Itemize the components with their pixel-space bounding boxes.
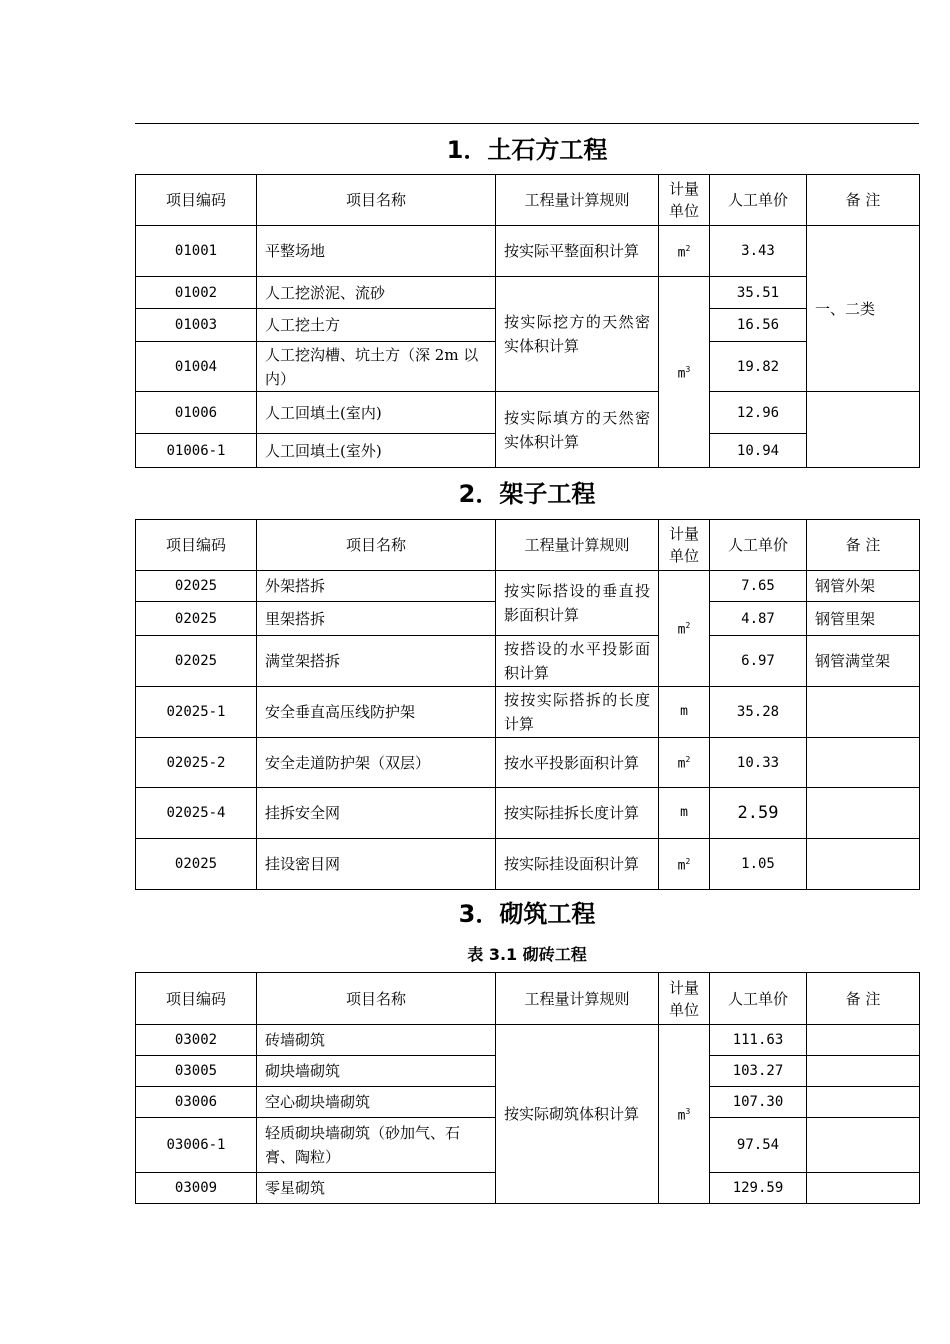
header-code: 项目编码 bbox=[136, 520, 257, 571]
note-cell bbox=[807, 839, 920, 890]
item-name: 零星砌筑 bbox=[257, 1173, 496, 1204]
table-row bbox=[136, 839, 920, 890]
item-code: 02025-1 bbox=[136, 687, 257, 738]
header-rule: 工程量计算规则 bbox=[496, 973, 659, 1025]
item-name: 里架搭拆 bbox=[257, 602, 496, 636]
calc-rule: 按实际填方的天然密实体积计算 bbox=[496, 392, 659, 468]
header-note: 备 注 bbox=[807, 973, 920, 1025]
labor-price: 1.05 bbox=[710, 839, 807, 890]
calc-rule: 按实际挖方的天然密实体积计算 bbox=[496, 277, 659, 392]
table-header-row bbox=[136, 973, 920, 1025]
item-name: 人工挖沟槽、坑土方（深 2m 以内） bbox=[257, 342, 496, 392]
section-title: 2．架子工程 bbox=[458, 480, 596, 508]
item-code: 01001 bbox=[136, 226, 257, 277]
header-name: 项目名称 bbox=[257, 973, 496, 1025]
item-code: 02025 bbox=[136, 571, 257, 602]
calc-rule: 按实际平整面积计算 bbox=[496, 226, 659, 277]
item-code: 01003 bbox=[136, 309, 257, 342]
note-cell: 钢管外架 bbox=[807, 571, 920, 602]
item-code: 01004 bbox=[136, 342, 257, 392]
header-name: 项目名称 bbox=[257, 175, 496, 226]
item-code: 02025 bbox=[136, 839, 257, 890]
item-code: 02025-2 bbox=[136, 738, 257, 788]
labor-price: 19.82 bbox=[710, 342, 807, 392]
table-row bbox=[136, 226, 920, 277]
header-price: 人工单价 bbox=[710, 175, 807, 226]
note-cell bbox=[807, 1118, 920, 1173]
item-name: 安全垂直高压线防护架 bbox=[257, 687, 496, 738]
labor-price: 35.28 bbox=[710, 687, 807, 738]
header-name: 项目名称 bbox=[257, 520, 496, 571]
header-unit: 计量 单位 bbox=[659, 175, 710, 226]
item-name: 人工挖土方 bbox=[257, 309, 496, 342]
table-caption: 表 3.1 砌砖工程 bbox=[467, 945, 587, 964]
header-note: 备 注 bbox=[807, 175, 920, 226]
item-code: 03006 bbox=[136, 1087, 257, 1118]
item-name: 外架搭拆 bbox=[257, 571, 496, 602]
table-row bbox=[136, 738, 920, 788]
labor-price: 16.56 bbox=[710, 309, 807, 342]
labor-price: 97.54 bbox=[710, 1118, 807, 1173]
item-code: 02025 bbox=[136, 636, 257, 687]
calc-rule: 按按实际搭拆的长度计算 bbox=[496, 687, 659, 738]
unit-m3: $m^3$ bbox=[659, 277, 710, 468]
labor-price: 10.33 bbox=[710, 738, 807, 788]
item-name: 砌块墙砌筑 bbox=[257, 1056, 496, 1087]
item-code: 03006-1 bbox=[136, 1118, 257, 1173]
item-name: 人工挖淤泥、流砂 bbox=[257, 277, 496, 309]
unit-m: m bbox=[659, 687, 710, 738]
labor-price: 35.51 bbox=[710, 277, 807, 309]
header-price: 人工单价 bbox=[710, 520, 807, 571]
header-unit: 计量 单位 bbox=[659, 520, 710, 571]
item-name: 平整场地 bbox=[257, 226, 496, 277]
masonry-table bbox=[135, 972, 920, 1204]
item-name: 满堂架搭拆 bbox=[257, 636, 496, 687]
item-name: 人工回填土(室内) bbox=[257, 392, 496, 434]
note-cell: 一、二类 bbox=[807, 226, 920, 392]
calc-rule: 按实际搭设的垂直投影面积计算 bbox=[496, 571, 659, 636]
table-header-row bbox=[136, 175, 920, 226]
header-note: 备 注 bbox=[807, 520, 920, 571]
table-row bbox=[136, 1025, 920, 1056]
item-code: 01002 bbox=[136, 277, 257, 309]
unit-m3: $m^3$ bbox=[659, 1025, 710, 1204]
note-cell bbox=[807, 738, 920, 788]
item-code: 01006-1 bbox=[136, 434, 257, 468]
labor-price: 12.96 bbox=[710, 392, 807, 434]
note-cell bbox=[807, 788, 920, 839]
header-unit: 计量 单位 bbox=[659, 973, 710, 1025]
note-cell bbox=[807, 1025, 920, 1056]
item-name: 空心砌块墙砌筑 bbox=[257, 1087, 496, 1118]
unit-m2: $m^2$ bbox=[659, 571, 710, 687]
labor-price: 2.59 bbox=[710, 788, 807, 839]
labor-price: 6.97 bbox=[710, 636, 807, 687]
note-cell bbox=[807, 1173, 920, 1204]
unit-m: m bbox=[659, 788, 710, 839]
section-title: 3．砌筑工程 bbox=[458, 900, 596, 928]
calc-rule: 按实际挂设面积计算 bbox=[496, 839, 659, 890]
table-row bbox=[136, 636, 920, 687]
labor-price: 111.63 bbox=[710, 1025, 807, 1056]
calc-rule: 按水平投影面积计算 bbox=[496, 738, 659, 788]
labor-price: 107.30 bbox=[710, 1087, 807, 1118]
table-row bbox=[136, 687, 920, 738]
note-cell bbox=[807, 1056, 920, 1087]
labor-price: 3.43 bbox=[710, 226, 807, 277]
labor-price: 7.65 bbox=[710, 571, 807, 602]
labor-price: 103.27 bbox=[710, 1056, 807, 1087]
scaffold-table bbox=[135, 519, 920, 890]
earthwork-table bbox=[135, 174, 920, 468]
note-cell: 钢管满堂架 bbox=[807, 636, 920, 687]
calc-rule: 按实际挂拆长度计算 bbox=[496, 788, 659, 839]
item-code: 02025-4 bbox=[136, 788, 257, 839]
calc-rule: 按实际砌筑体积计算 bbox=[496, 1025, 659, 1204]
labor-price: 10.94 bbox=[710, 434, 807, 468]
note-cell bbox=[807, 687, 920, 738]
item-name: 轻质砌块墙砌筑（砂加气、石膏、陶粒） bbox=[257, 1118, 496, 1173]
item-code: 01006 bbox=[136, 392, 257, 434]
unit-m2: $m^2$ bbox=[659, 226, 710, 277]
header-code: 项目编码 bbox=[136, 175, 257, 226]
item-code: 02025 bbox=[136, 602, 257, 636]
section-title: 1．土石方工程 bbox=[446, 136, 608, 164]
labor-price: 129.59 bbox=[710, 1173, 807, 1204]
note-cell bbox=[807, 1087, 920, 1118]
header-price: 人工单价 bbox=[710, 973, 807, 1025]
table-row bbox=[136, 788, 920, 839]
table-row bbox=[136, 277, 920, 309]
item-code: 03009 bbox=[136, 1173, 257, 1204]
calc-rule: 按搭设的水平投影面积计算 bbox=[496, 636, 659, 687]
table-header-row bbox=[136, 520, 920, 571]
labor-price: 4.87 bbox=[710, 602, 807, 636]
unit-m2: $m^2$ bbox=[659, 839, 710, 890]
note-cell: 钢管里架 bbox=[807, 602, 920, 636]
item-name: 挂设密目网 bbox=[257, 839, 496, 890]
table-row bbox=[136, 571, 920, 602]
table-row bbox=[136, 392, 920, 434]
item-code: 03002 bbox=[136, 1025, 257, 1056]
item-name: 挂拆安全网 bbox=[257, 788, 496, 839]
top-rule bbox=[135, 123, 919, 124]
item-name: 砖墙砌筑 bbox=[257, 1025, 496, 1056]
note-cell-empty bbox=[807, 392, 920, 468]
header-rule: 工程量计算规则 bbox=[496, 175, 659, 226]
header-rule: 工程量计算规则 bbox=[496, 520, 659, 571]
item-name: 安全走道防护架（双层） bbox=[257, 738, 496, 788]
header-code: 项目编码 bbox=[136, 973, 257, 1025]
item-name: 人工回填土(室外) bbox=[257, 434, 496, 468]
item-code: 03005 bbox=[136, 1056, 257, 1087]
unit-m2: $m^2$ bbox=[659, 738, 710, 788]
